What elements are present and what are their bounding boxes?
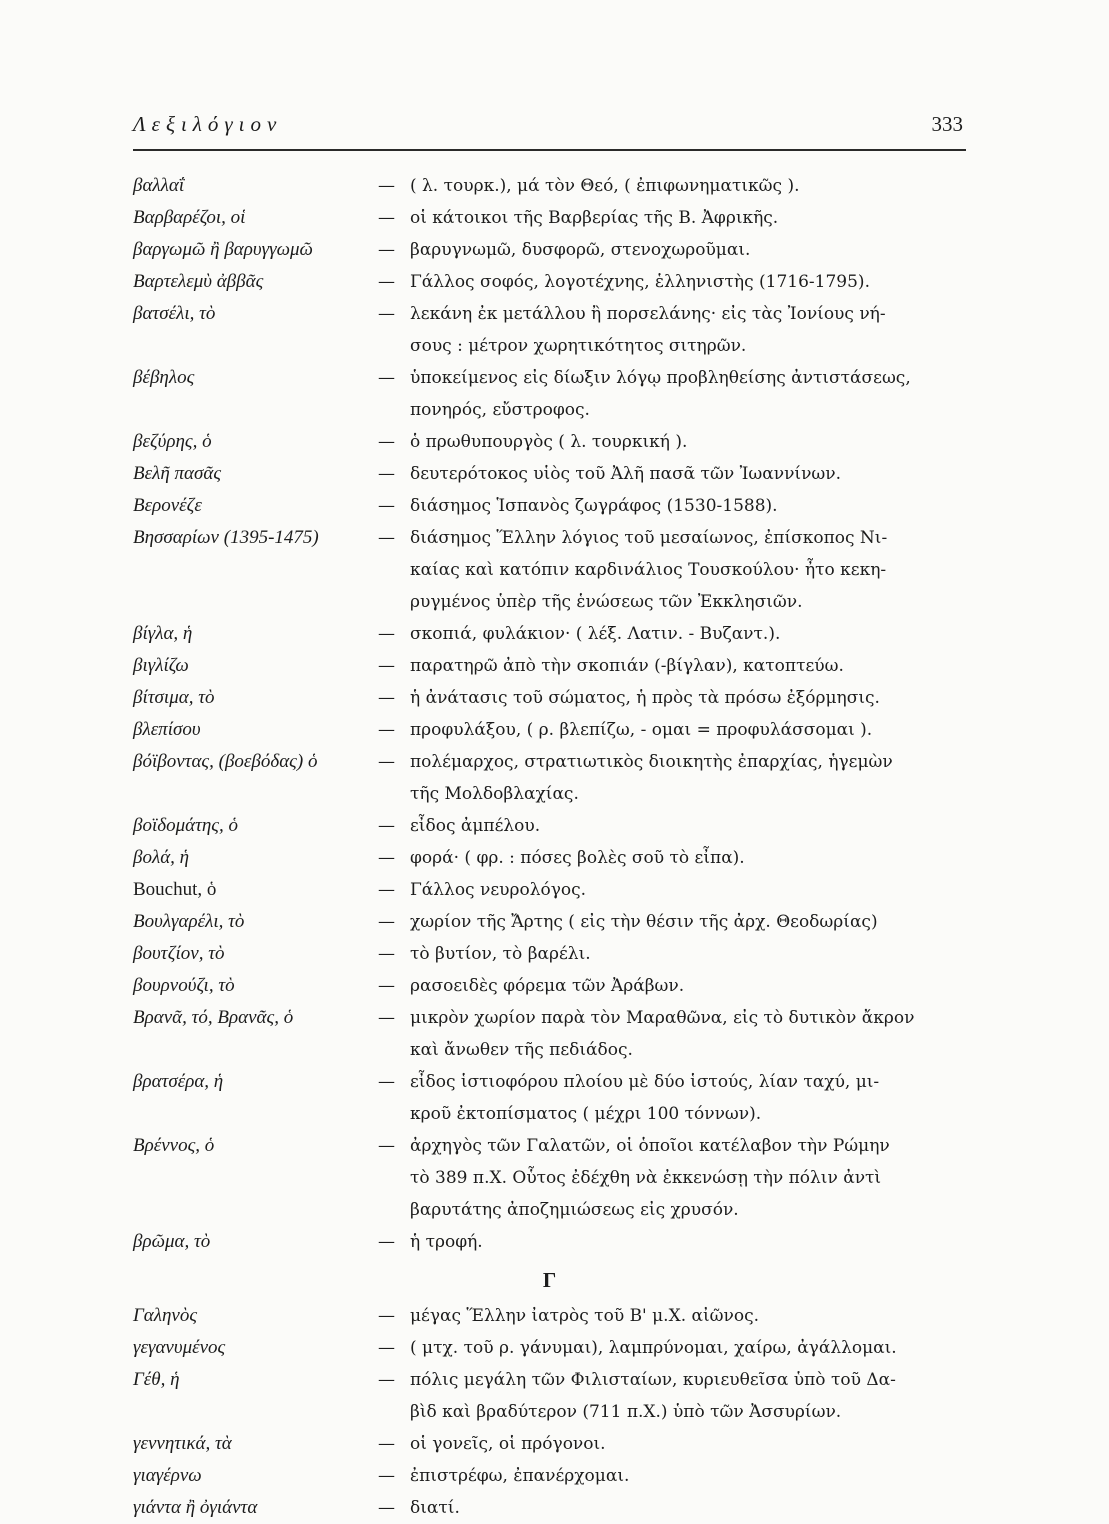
definition-line (378, 586, 966, 618)
definition-line (378, 1300, 966, 1332)
definition-line (378, 842, 966, 874)
em-dash: — (378, 432, 395, 452)
entry-definition (378, 234, 966, 266)
glossary-entry (133, 1460, 966, 1492)
em-dash: — (378, 720, 395, 740)
definition-line (378, 810, 966, 842)
glossary-entry (133, 1428, 966, 1460)
definition-text: πονηρός, εὔστροφος. (410, 400, 590, 420)
entry-definition (378, 1460, 966, 1492)
glossary-entry (133, 938, 966, 970)
em-dash: — (378, 272, 395, 292)
entry-definition (378, 906, 966, 938)
em-dash: — (378, 1232, 395, 1252)
entry-definition (378, 202, 966, 234)
definition-line (378, 1194, 966, 1226)
definition-text: τῆς Μολδοβλαχίας. (410, 784, 579, 804)
definition-text: κροῦ ἐκτοπίσματος ( μέχρι 100 τόννων). (410, 1104, 762, 1124)
entry-term: Βαρβαρέζοι, οἱ (133, 207, 246, 228)
em-dash: — (378, 240, 395, 260)
glossary-entry (133, 426, 966, 458)
definition-line (378, 298, 966, 330)
em-dash: — (378, 304, 395, 324)
definition-text: οἱ κάτοικοι τῆς Βαρβερίας τῆς Β. Ἀφρικῆς. (410, 208, 779, 228)
entry-definition (378, 170, 966, 202)
entry-definition (378, 1428, 966, 1460)
definition-text: Γάλλος σοφός, λογοτέχνης, ἑλληνιστὴς (1716-1795). (410, 272, 870, 292)
definition-line (378, 1364, 966, 1396)
definition-line (378, 1492, 966, 1524)
definition-text: εἶδος ἱστιοφόρου πλοίου μὲ δύο ἱστούς, λίαν ταχύ, μι- (410, 1072, 880, 1092)
definition-text: ἡ ἀνάτασις τοῦ σώματος, ἡ πρὸς τὰ πρόσω ἐξόρμησις. (410, 688, 880, 708)
definition-line (378, 778, 966, 810)
definition-text: ὑποκείμενος εἰς δίωξιν λόγῳ προβληθείσης ἀντιστάσεως, (410, 368, 911, 388)
definition-line (378, 1226, 966, 1258)
definition-line (378, 362, 966, 394)
entry-definition (378, 650, 966, 682)
entry-definition (378, 1300, 966, 1332)
running-title: Λεξιλόγιον (133, 112, 283, 136)
definition-text: ἡ τροφή. (410, 1232, 483, 1252)
glossary-entry (133, 362, 966, 426)
definition-line (378, 554, 966, 586)
glossary-entry (133, 682, 966, 714)
glossary-entry (133, 746, 966, 810)
definition-text: διάσημος Ἕλλην λόγιος τοῦ μεσαίωνος, ἐπίσκοπος Νι- (410, 528, 888, 548)
definition-line (378, 970, 966, 1002)
definition-line (378, 874, 966, 906)
definition-line (378, 1002, 966, 1034)
em-dash: — (378, 464, 395, 484)
definition-text: σκοπιά, φυλάκιον· ( λέξ. Λατιν. - Βυζαντ.). (410, 624, 781, 644)
entry-definition (378, 298, 966, 362)
definition-line (378, 490, 966, 522)
em-dash: — (378, 1338, 395, 1358)
definition-line (378, 1162, 966, 1194)
glossary-entry (133, 1332, 966, 1364)
entry-definition (378, 426, 966, 458)
entry-term: Γαληνὸς (133, 1305, 198, 1326)
definition-text: φορά· ( φρ. : πόσες βολὲς σοῦ τὸ εἶπα). (410, 848, 745, 868)
entry-definition (378, 1332, 966, 1364)
definition-text: ὁ πρωθυπουργὸς ( λ. τουρκική ). (410, 432, 688, 452)
em-dash: — (378, 688, 395, 708)
definition-text: ἀρχηγὸς τῶν Γαλατῶν, οἱ ὁποῖοι κατέλαβον τὴν Ρώμην (410, 1136, 890, 1156)
definition-text: ( μτχ. τοῦ ρ. γάνυμαι), λαμπρύνομαι, χαίρω, ἀγάλλομαι. (410, 1338, 897, 1358)
definition-text: τὸ 389 π.Χ. Οὗτος ἐδέχθη νὰ ἐκκενώσῃ τὴν πόλιν ἀντὶ (410, 1168, 882, 1188)
entry-definition (378, 1492, 966, 1524)
entry-term: βουρνούζι, τὸ (133, 975, 235, 996)
definition-text: δευτερότοκος υἱὸς τοῦ Ἀλῆ πασᾶ τῶν Ἰωαννίνων. (410, 464, 842, 484)
entry-term: βίγλα, ἡ (133, 623, 193, 644)
em-dash: — (378, 1008, 395, 1028)
entry-definition (378, 938, 966, 970)
entry-definition (378, 1130, 966, 1226)
header-rule (133, 149, 966, 151)
definition-line (378, 618, 966, 650)
entry-term: βιγλίζω (133, 655, 189, 676)
entry-term: Βελῆ πασᾶς (133, 463, 222, 484)
glossary-entry (133, 618, 966, 650)
definition-line (378, 746, 966, 778)
entry-term: Βερονέζε (133, 495, 202, 516)
definition-line (378, 170, 966, 202)
definition-line (378, 1332, 966, 1364)
entry-definition (378, 490, 966, 522)
definition-line (378, 330, 966, 362)
definition-text: ρυγμένος ὑπὲρ τῆς ἑνώσεως τῶν Ἐκκλησιῶν. (410, 592, 803, 612)
entry-term: βρατσέρα, ἡ (133, 1071, 224, 1092)
em-dash: — (378, 912, 395, 932)
definition-text: καὶ ἄνωθεν τῆς πεδιάδος. (410, 1040, 633, 1060)
glossary-entry (133, 1130, 966, 1226)
glossary-entry (133, 1364, 966, 1428)
definition-text: καίας καὶ κατόπιν καρδινάλιος Τουσκούλου· ἦτο κεκη- (410, 560, 887, 580)
entry-definition (378, 874, 966, 906)
glossary-entry (133, 458, 966, 490)
definition-text: λεκάνη ἐκ μετάλλου ἢ πορσελάνης· εἰς τὰς Ἰονίους νή- (410, 304, 886, 324)
em-dash: — (378, 1136, 395, 1156)
entry-term: βατσέλι, τὸ (133, 303, 216, 324)
em-dash: — (378, 880, 395, 900)
entry-term: βεζύρης, ὁ (133, 431, 212, 452)
em-dash: — (378, 1370, 395, 1390)
entry-term: βρῶμα, τὸ (133, 1231, 211, 1252)
entry-term: βοϊδομάτης, ὁ (133, 815, 239, 836)
entry-term: βέβηλος (133, 367, 195, 388)
definition-line (378, 1098, 966, 1130)
definition-text: ρασοειδὲς φόρεμα τῶν Ἀράβων. (410, 976, 685, 996)
definition-line (378, 1428, 966, 1460)
em-dash: — (378, 816, 395, 836)
definition-line (378, 1034, 966, 1066)
entry-term: βαλλαΐ (133, 175, 185, 196)
definition-text: πόλις μεγάλη τῶν Φιλισταίων, κυριευθεῖσα ὑπὸ τοῦ Δα- (410, 1370, 896, 1390)
entry-term: γιάντα ἢ ὀγιάντα (133, 1497, 258, 1518)
em-dash: — (378, 368, 395, 388)
em-dash: — (378, 496, 395, 516)
em-dash: — (378, 976, 395, 996)
definition-line (378, 1066, 966, 1098)
definition-line (378, 266, 966, 298)
entry-definition (378, 1226, 966, 1258)
em-dash: — (378, 1072, 395, 1092)
definition-text: τὸ βυτίον, τὸ βαρέλι. (410, 944, 591, 964)
entry-term: Βαρτελεμὺ ἀββᾶς (133, 271, 264, 292)
definition-text: χωρίον τῆς Ἄρτης ( εἰς τὴν θέσιν τῆς ἀρχ. Θεοδωρίας) (410, 912, 878, 932)
entry-definition (378, 522, 966, 618)
entry-definition (378, 746, 966, 810)
glossary-entries (133, 170, 966, 1524)
glossary-entry (133, 1226, 966, 1258)
em-dash: — (378, 656, 395, 676)
definition-line (378, 394, 966, 426)
entry-term: Γέθ, ἡ (133, 1369, 180, 1390)
entry-term: βαργωμῶ ἢ βαρυγγωμῶ (133, 239, 313, 260)
definition-text: μέγας Ἕλλην ἰατρὸς τοῦ Β' μ.Χ. αἰῶνος. (410, 1306, 759, 1326)
entry-definition (378, 682, 966, 714)
em-dash: — (378, 1306, 395, 1326)
entry-term: βόϊβοντας, (βοεβόδας) ὁ (133, 751, 318, 772)
definition-text: μικρὸν χωρίον παρὰ τὸν Μαραθῶνα, εἰς τὸ δυτικὸν ἄκρον (410, 1008, 915, 1028)
entry-definition (378, 970, 966, 1002)
glossary-entry (133, 714, 966, 746)
em-dash: — (378, 1434, 395, 1454)
glossary-entry (133, 650, 966, 682)
definition-text: βαρυγνωμῶ, δυσφορῶ, στενοχωροῦμαι. (410, 240, 751, 260)
definition-text: ἐπιστρέφω, ἐπανέρχομαι. (410, 1466, 630, 1486)
glossary-entry (133, 1002, 966, 1066)
entry-term: γεγανυμένος (133, 1337, 226, 1358)
definition-line (378, 714, 966, 746)
entry-term: γεννητικά, τὰ (133, 1433, 232, 1454)
glossary-entry (133, 266, 966, 298)
entry-term: βλεπίσου (133, 719, 201, 740)
definition-text: βὶδ καὶ βραδύτερον (711 π.Χ.) ὑπὸ τῶν Ἀσσυρίων. (410, 1402, 842, 1422)
entry-term: Bouchut, ὁ (133, 879, 217, 900)
em-dash: — (378, 944, 395, 964)
entry-term: Βρέννος, ὁ (133, 1135, 215, 1156)
definition-text: ( λ. τουρκ.), μά τὸν Θεό, ( ἐπιφωνηματικῶς ). (410, 176, 800, 196)
definition-line (378, 650, 966, 682)
definition-text: πολέμαρχος, στρατιωτικὸς διοικητὴς ἐπαρχίας, ἡγεμὼν (410, 752, 893, 772)
definition-line (378, 522, 966, 554)
definition-line (378, 1130, 966, 1162)
definition-text: προφυλάξου, ( ρ. βλεπίζω, - ομαι = προφυλάσσομαι ). (410, 720, 873, 740)
definition-line (378, 458, 966, 490)
glossary-entry (133, 810, 966, 842)
definition-text: παρατηρῶ ἀπὸ τὴν σκοπιάν (-βίγλαν), κατοπτεύω. (410, 656, 844, 676)
glossary-entry (133, 874, 966, 906)
entry-term: γιαγέρνω (133, 1465, 202, 1486)
glossary-entry (133, 170, 966, 202)
entry-term: βίτσιμα, τὸ (133, 687, 215, 708)
entry-term: Βησσαρίων (1395-1475) (133, 527, 319, 548)
definition-line (378, 938, 966, 970)
definition-text: οἱ γονεῖς, οἱ πρόγονοι. (410, 1434, 606, 1454)
definition-text: Γάλλος νευρολόγος. (410, 880, 587, 900)
entry-term: Βουλγαρέλι, τὸ (133, 911, 245, 932)
entry-definition (378, 810, 966, 842)
entry-definition (378, 362, 966, 426)
entry-definition (378, 1002, 966, 1066)
entry-definition (378, 458, 966, 490)
entry-definition (378, 618, 966, 650)
glossary-entry (133, 490, 966, 522)
entry-term: Βρανᾶ, τό, Βρανᾶς, ὁ (133, 1007, 294, 1028)
entry-definition (378, 1066, 966, 1130)
glossary-entry (133, 202, 966, 234)
definition-line (378, 906, 966, 938)
page-header (133, 112, 963, 142)
glossary-entry (133, 522, 966, 618)
em-dash: — (378, 848, 395, 868)
definition-line (378, 1460, 966, 1492)
section-letter-heading: Γ (542, 1268, 557, 1292)
glossary-entry (133, 234, 966, 266)
glossary-entry (133, 1300, 966, 1332)
em-dash: — (378, 176, 395, 196)
definition-line (378, 234, 966, 266)
entry-definition (378, 714, 966, 746)
definition-line (378, 202, 966, 234)
glossary-entry (133, 1066, 966, 1130)
entry-definition (378, 842, 966, 874)
em-dash: — (378, 1498, 395, 1518)
entry-definition (378, 1364, 966, 1428)
em-dash: — (378, 752, 395, 772)
definition-text: διάσημος Ἱσπανὸς ζωγράφος (1530-1588). (410, 496, 778, 516)
em-dash: — (378, 1466, 395, 1486)
em-dash: — (378, 624, 395, 644)
entry-term: βολά, ἡ (133, 847, 190, 868)
definition-line (378, 426, 966, 458)
definition-text: βαρυτάτης ἀποζημιώσεως εἰς χρυσόν. (410, 1200, 739, 1220)
definition-line (378, 1396, 966, 1428)
definition-line (378, 682, 966, 714)
entry-term: βουτζίον, τὸ (133, 943, 225, 964)
em-dash: — (378, 528, 395, 548)
entry-definition (378, 266, 966, 298)
glossary-entry (133, 1492, 966, 1524)
glossary-entry (133, 906, 966, 938)
definition-text: διατί. (410, 1498, 460, 1518)
glossary-entry (133, 970, 966, 1002)
definition-text: εἶδος ἀμπέλου. (410, 816, 541, 836)
glossary-entry (133, 842, 966, 874)
definition-text: σους : μέτρον χωρητικότητος σιτηρῶν. (410, 336, 747, 356)
em-dash: — (378, 208, 395, 228)
glossary-entry (133, 298, 966, 362)
page-number: 333 (931, 112, 963, 136)
